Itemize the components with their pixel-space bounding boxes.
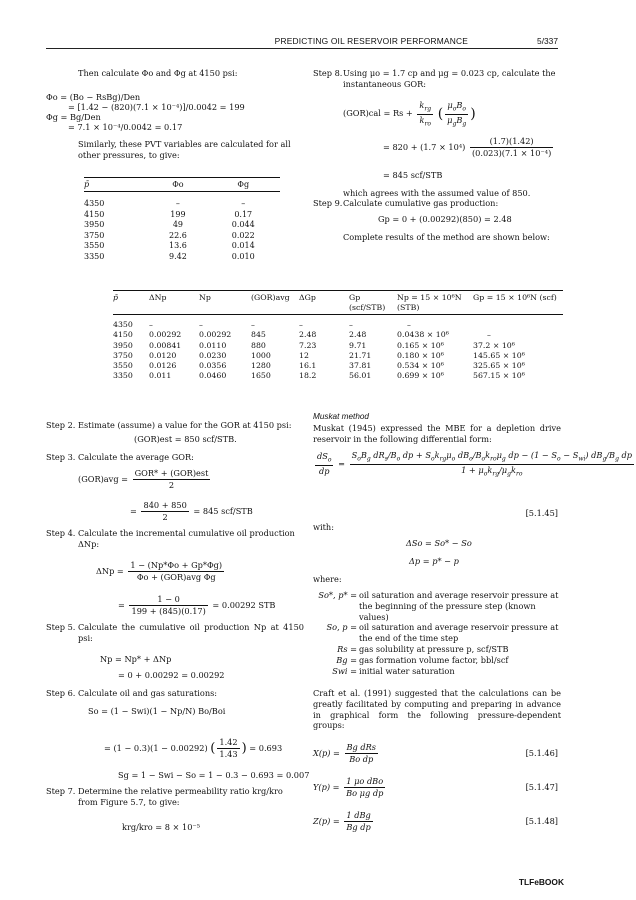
pvt-col-phio: Φo [172, 180, 184, 189]
table-row: 3750 0.0120 0.0230 1000 12 21.71 0.180 × 10⁶ 145.65 × 10⁶ [113, 350, 525, 360]
results-table [113, 290, 563, 382]
col-dnp: ΔNp [149, 293, 167, 302]
gor-avg-calc: = $\frac{840 + 850}{2}$ = 845 scf/STB [130, 500, 253, 522]
delta-p-eq: Δp = p* − p [409, 556, 459, 566]
muskat-equation: $\frac{dS_o}{dp}$ = $S_oB_g$ $dR_s/B_o$ dp + $S_ok_{rg}\mu_o$ $dB_o/B_ok_{ro}\mu_g$ dp − $(1 - S_o - S_{wi})$ $dB_g/B_g$ dp $1 + \mu_ok_{rg}/\mu_gk_{ro}$ [317, 450, 632, 478]
table-row: 3750 22.6 0.022 [84, 230, 255, 240]
muskat-section [313, 412, 561, 444]
list-item: So*, p* = oil saturation and average reservoir pressure at the beginning of the pressure step (known values) [318, 590, 559, 622]
np-eq-2: = 0 + 0.00292 = 0.00292 [118, 670, 225, 680]
muskat-heading: Muskat method [313, 412, 369, 421]
x-eq: X(p) = $\frac{\text{Bg dRs}}{\text{Bo dp}}$ [313, 742, 376, 764]
gor-result: = 845 scf/STB [383, 170, 443, 180]
step9-label: Step 9. [313, 198, 343, 208]
table-row: 3950 49 0.044 [84, 220, 255, 230]
table-row: 3550 13.6 0.014 [84, 241, 255, 251]
phi-g-eq-1: Φg = Bg/Den [46, 112, 101, 122]
z-eq: Z(p) = $\frac{\text{1 dBg}}{\text{Bg dp}}$ [313, 810, 371, 832]
step4-label: Step 4. [46, 528, 76, 538]
step9-block [313, 198, 561, 209]
pvt-table [84, 177, 280, 262]
pvt-col-p: p̄ [84, 180, 90, 189]
step7-label: Step 7. [46, 786, 76, 796]
step4-text: Calculate the incremental cumulative oil production ΔNp: [78, 528, 295, 549]
footer-watermark: TLFeBOOK [518, 876, 564, 887]
left-top-column [78, 68, 308, 79]
table-row: 3350 9.42 0.010 [84, 251, 255, 261]
step4-block [46, 528, 304, 550]
muskat-intro: Muskat (1945) expressed the MBE for a depletion drive reservoir in the following differential form: [313, 422, 561, 444]
table-row: 3950 0.00841 0.0110 880 7.23 9.71 0.165 × 10⁶ 37.2 × 10⁶ [113, 340, 515, 350]
step9-text: Calculate cumulative gas production: [343, 198, 499, 208]
so-calc: = (1 − 0.3)(1 − 0.00292) ( $\frac{1.42}{1.43}$ ) = 0.693 [104, 737, 283, 759]
gor-est-eq: (GOR)est = 850 scf/STB. [134, 434, 237, 444]
gp-equation: Gp = 0 + (0.00292)(850) = 2.48 [378, 214, 512, 224]
table-row: 4150 199 0.17 [84, 209, 253, 219]
step2-label: Step 2. [46, 420, 76, 430]
results-table-header [113, 291, 563, 315]
step6-text: Calculate oil and gas saturations: [78, 688, 218, 698]
gor-avg-eq: (GOR)avg = $\frac{\text{GOR* + (GOR)est}}{2}$ [78, 468, 209, 490]
dnp-eq: ΔNp = $\frac{1 - (Np*\Phi o + Gp*\Phi g)}{\text{Φo + (GOR)avg Φg}}$ [96, 560, 223, 582]
agrees-text: which agrees with the assumed value of 850. [343, 188, 531, 198]
intro-text: Then calculate Φo and Φg at 4150 psi: [78, 68, 238, 78]
krg-kro-eq: krg/kro = 8 × 10⁻⁵ [122, 822, 201, 832]
step6-block [46, 688, 304, 699]
gor-cal-value: = 820 + (1.7 × 10⁴) $\frac{(1.7)(1.42)}{\text{(0.023)(7.1 × 10⁻⁴)}}$ [383, 136, 552, 158]
running-title: PREDICTING OIL RESERVOIR PERFORMANCE [274, 36, 468, 46]
phi-o-eq-1: Φo = (Bo − RsBg)/Den [46, 92, 141, 102]
step7-text: Determine the relative permeability ratio krg/kro from Figure 5.7, to give: [78, 786, 283, 807]
phi-g-eq-2: = 7.1 × 10⁻⁴/0.0042 = 0.17 [68, 122, 183, 132]
definitions-list [313, 590, 561, 677]
with-label: with: [313, 522, 334, 532]
list-item: Bg = gas formation volume factor, bbl/scf [336, 654, 509, 665]
delta-so-eq: ΔSo = So* − So [406, 538, 472, 548]
col-np: Np [199, 293, 211, 302]
page-number: 5/337 [537, 36, 558, 46]
list-item: So, p = oil saturation and average reservoir pressure at the end of the time step [326, 622, 559, 644]
mu-b-frac: $\frac{\mu_oB_o}{\mu_gB_g}$ [447, 100, 467, 128]
table-row: 4150 0.00292 0.00292 845 2.48 2.48 0.0438 × 10⁶ – [113, 330, 491, 340]
np-eq-1: Np = Np* + ΔNp [100, 654, 172, 664]
step8-text: Using μo = 1.7 cp and μg = 0.023 cp, calculate the instantaneous GOR: [343, 68, 556, 89]
phi-o-eq-2: = [1.42 − (820)(7.1 × 10⁻⁴)]/0.0042 = 199 [68, 102, 245, 112]
step5-text: Calculate the cumulative oil production Np at 4150 psi: [78, 622, 304, 643]
col-dgp: ΔGp [299, 293, 316, 302]
complete-text: Complete results of the method are shown below: [343, 232, 550, 242]
pvt-col-phig: Φg [237, 180, 250, 189]
table-row: 3350 0.011 0.0460 1650 18.2 56.01 0.699 × 10⁶ 567.15 × 10⁶ [113, 371, 525, 381]
similarly-text: Similarly, these PVT variables are calculated for all other pressures, to give: [78, 139, 291, 160]
gor-value-frac: $\frac{(1.7)(1.42)}{\text{(0.023)(7.1 × 10⁻⁴)}}$ [471, 136, 552, 158]
so-eq: So = (1 − Swi)(1 − Np/N) Bo/Boi [88, 706, 226, 716]
sg-eq: Sg = 1 − Swi − So = 1 − 0.3 − 0.693 = 0.007 [118, 770, 310, 780]
step8-label: Step 8. [313, 68, 343, 78]
col-gp: Gp (scf/STB) [349, 293, 386, 313]
header-rule [46, 48, 558, 49]
table-row: 4350 – – [84, 199, 246, 209]
craft-text: Craft et al. (1991) suggested that the calculations can be greatly facilitated by computing and preparing in advance in graphical form the following pressure-dependent groups: [313, 688, 561, 731]
page-header [0, 36, 604, 50]
step6-label: Step 6. [46, 688, 76, 698]
step3-block [46, 452, 304, 463]
y-eq: Y(p) = $\frac{\text{1 μo dBo}}{\text{Bo μg dp}}$ [313, 776, 384, 798]
eq-number-148: [5.1.48] [525, 816, 558, 826]
step8-block [313, 68, 561, 90]
col-p: p̄ [113, 293, 118, 302]
step5-block [46, 622, 304, 644]
step2-block [46, 420, 304, 431]
step7-block [46, 786, 304, 808]
pvt-table-header [84, 178, 280, 192]
where-label: where: [313, 574, 342, 584]
col-np-stb: Np = 15 × 10⁶N (STB) [397, 293, 462, 313]
table-row: 3550 0.0126 0.0356 1280 16.1 37.81 0.534 × 10⁶ 325.65 × 10⁶ [113, 361, 525, 371]
eq-number-146: [5.1.46] [525, 748, 558, 758]
gor-cal-lhs: (GOR)cal = Rs + $\frac{k_{rg}}{k_{ro}}$ ( $\frac{\mu_oB_o}{\mu_gB_g}$ ) [343, 100, 476, 128]
step5-label: Step 5. [46, 622, 76, 632]
eq-number-145: [5.1.45] [525, 508, 558, 518]
list-item: Swi = initial water saturation [332, 665, 455, 676]
eq-number-147: [5.1.47] [525, 782, 558, 792]
dnp-calc: = $\frac{1 - 0}{199 + (845)(0.17)}$ = 0.00292 STB [118, 594, 276, 616]
step2-text: Estimate (assume) a value for the GOR at 4150 psi: [78, 420, 292, 430]
step3-label: Step 3. [46, 452, 76, 462]
step3-text: Calculate the average GOR: [78, 452, 194, 462]
krg-kro-frac: $\frac{k_{rg}}{k_{ro}}$ [419, 100, 432, 128]
col-gor: (GOR)avg [251, 293, 290, 302]
table-row: 4350 – – – – – – [113, 320, 411, 330]
list-item: Rs = gas solubility at pressure p, scf/STB [337, 644, 509, 655]
col-gp-scf: Gp = 15 × 10⁶N (scf) [473, 293, 557, 302]
